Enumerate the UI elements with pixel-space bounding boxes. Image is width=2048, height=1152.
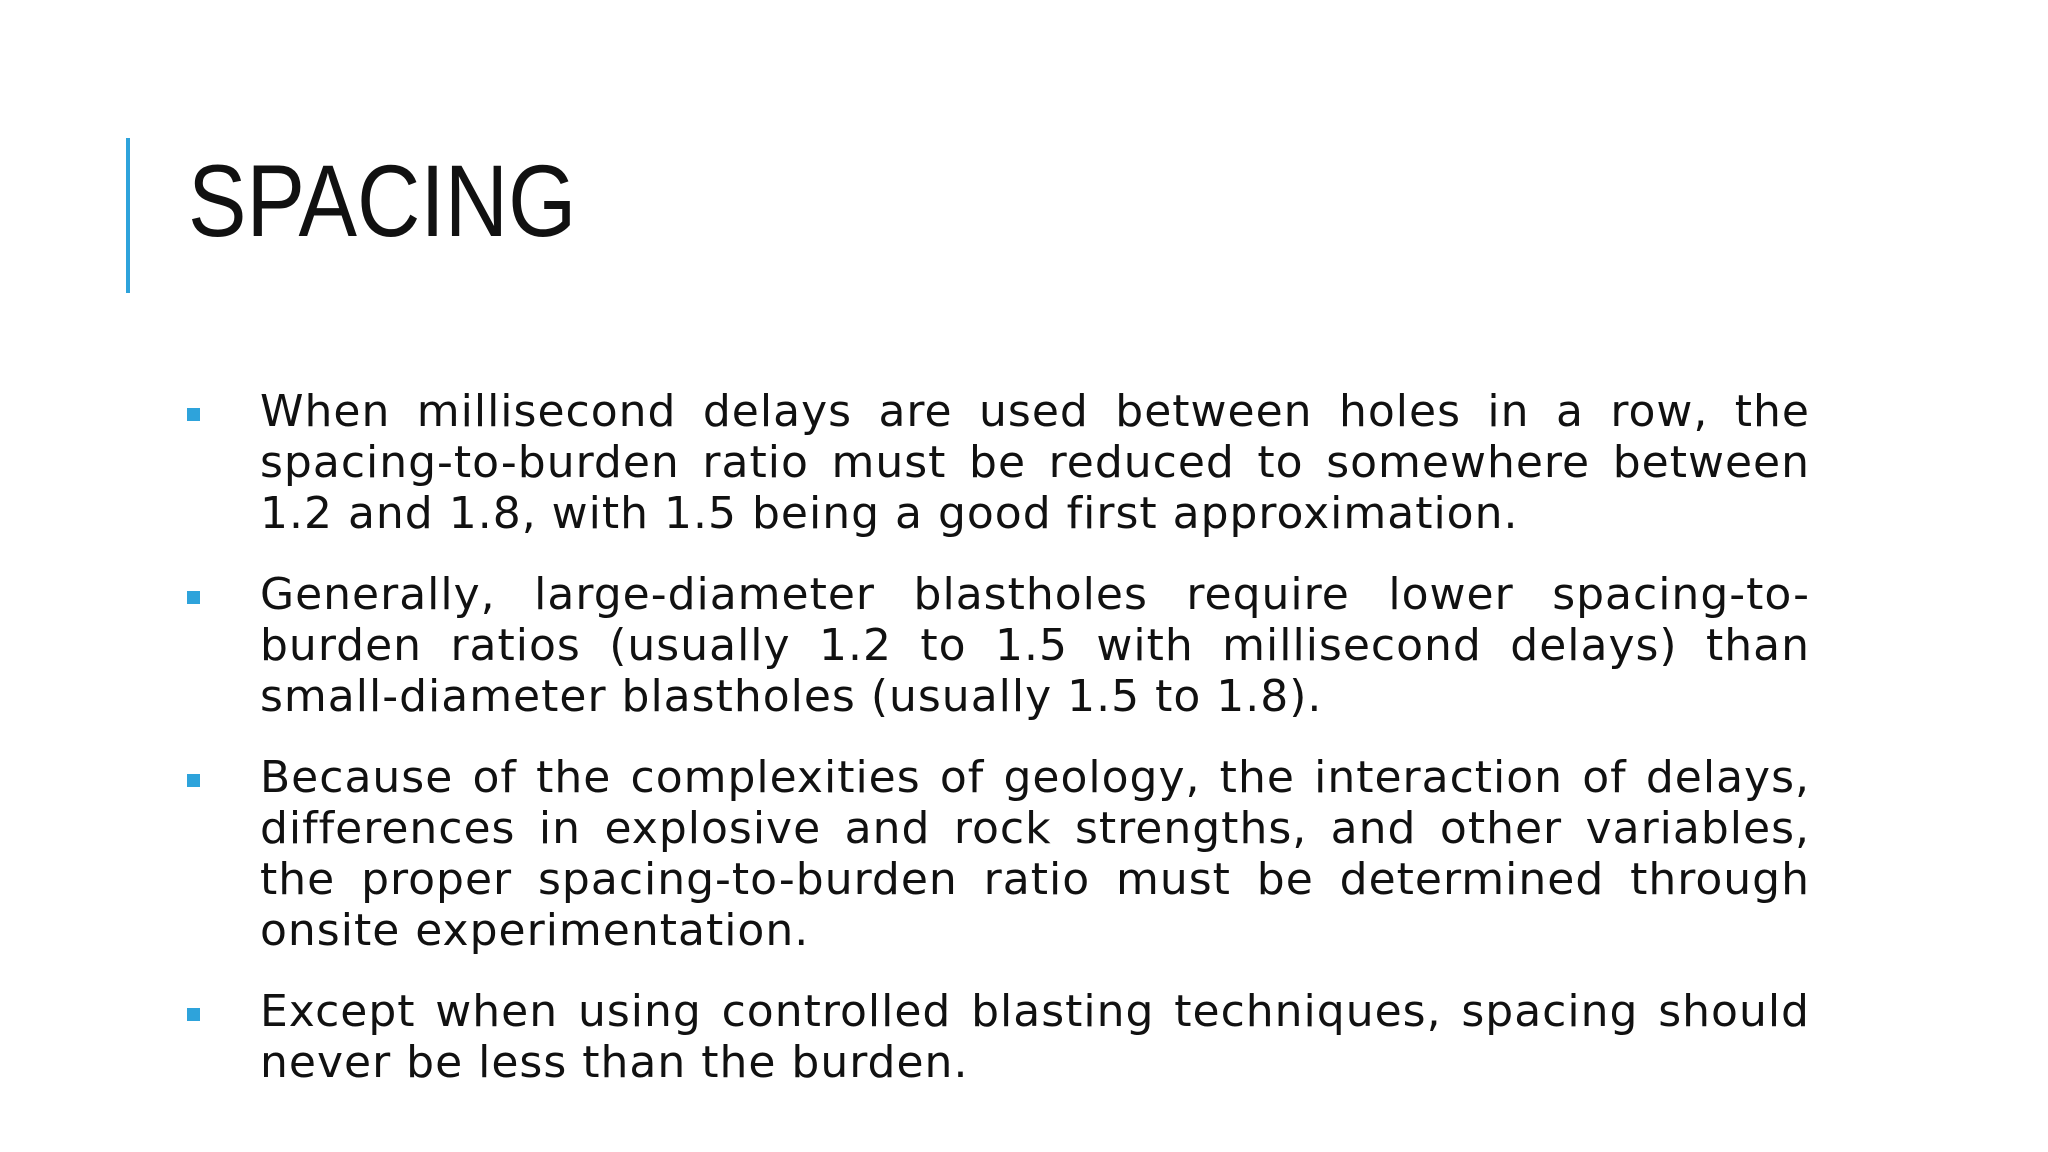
slide-title: SPACING xyxy=(188,144,577,258)
bullet-text: When millisecond delays are used between holes in a row, the spacing-to-burden ratio must be reduced to somewhere between 1.2 and 1.8, with 1.5 being a good first approximation. xyxy=(260,386,1810,539)
title-accent-bar xyxy=(126,138,130,293)
bullet-item xyxy=(180,752,1810,956)
bullet-text: Because of the complexities of geology, the interaction of delays, differences in explosive and rock strengths, and other variables, the proper spacing-to-burden ratio must be determined through onsite experimentation. xyxy=(260,752,1810,956)
square-bullet-icon xyxy=(187,408,200,421)
square-bullet-icon xyxy=(187,774,200,787)
bullet-text: Except when using controlled blasting techniques, spacing should never be less than the burden. xyxy=(260,986,1810,1088)
bullet-item xyxy=(180,986,1810,1088)
bullet-item xyxy=(180,386,1810,539)
bullet-text: Generally, large-diameter blastholes require lower spacing-to-burden ratios (usually 1.2 to 1.5 with millisecond delays) than small-diameter blastholes (usually 1.5 to 1.8). xyxy=(260,569,1810,722)
square-bullet-icon xyxy=(187,591,200,604)
square-bullet-icon xyxy=(187,1008,200,1021)
bullet-list xyxy=(180,386,1810,1118)
bullet-item xyxy=(180,569,1810,722)
